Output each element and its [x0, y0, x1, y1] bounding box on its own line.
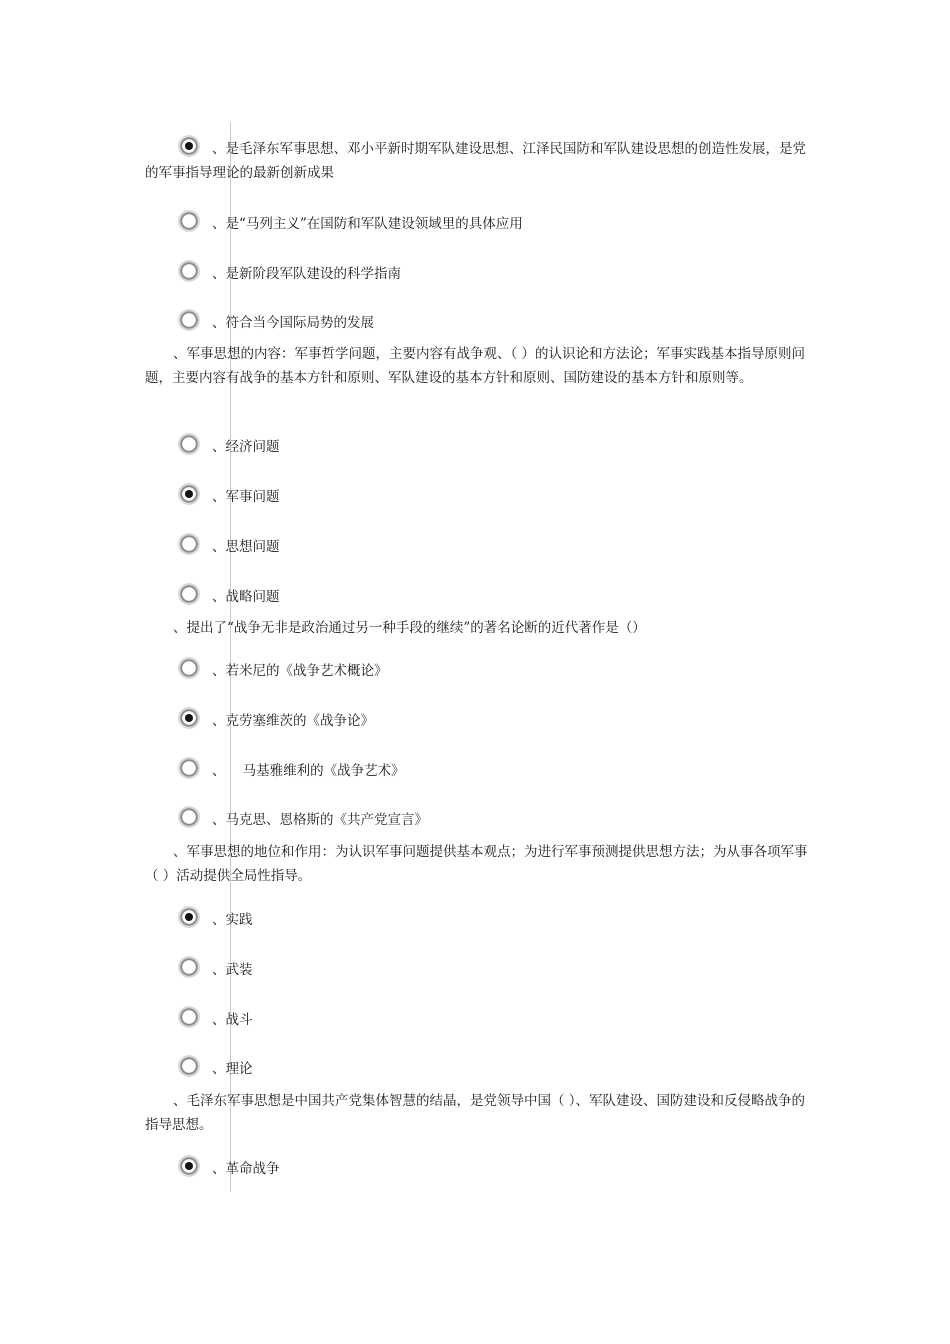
- q1-option-4-label: 、符合当今国际局势的发展: [212, 315, 374, 331]
- q4-option-4-label: 、理论: [212, 1061, 253, 1077]
- q3-option-1-label: 、若米尼的《战争艺术概论》: [212, 663, 388, 679]
- radio-q2-option-2[interactable]: [178, 483, 200, 505]
- radio-q2-option-1[interactable]: [178, 433, 200, 455]
- q2-option-3-label: 、思想问题: [212, 539, 280, 555]
- q1-option-1-label: 、是毛泽东军事思想、邓小平新时期军队建设思想、江泽民国防和军队建设思想的创造性发展，是党的军事指导理论的最新创新成果: [145, 141, 806, 181]
- q4-option-2-label: 、武装: [212, 962, 253, 978]
- q4-option-3-label: 、战斗: [212, 1012, 253, 1028]
- radio-q4-option-1[interactable]: [178, 906, 200, 928]
- radio-q1-option-4[interactable]: [178, 309, 200, 331]
- radio-q3-option-1[interactable]: [178, 657, 200, 679]
- q2-stem: 、军事思想的内容：军事哲学问题，主要内容有战争观、（ ）的认识论和方法论；军事实践基本指导原则问题，主要内容有战争的基本方针和原则、军队建设的基本方针和原则、国防建设的基本方针和原则等。: [145, 346, 806, 386]
- radio-q2-option-3[interactable]: [178, 533, 200, 555]
- q5-option-1-label: 、革命战争: [212, 1161, 280, 1177]
- radio-q3-option-3[interactable]: [178, 757, 200, 779]
- q2-option-4-label: 、战略问题: [212, 589, 280, 605]
- radio-q5-option-1[interactable]: [178, 1155, 200, 1177]
- radio-q1-option-2[interactable]: [178, 210, 200, 232]
- radio-q3-option-2[interactable]: [178, 707, 200, 729]
- q3-option-3-label: 、 马基雅维利的《战争艺术》: [212, 763, 405, 779]
- radio-q4-option-4[interactable]: [178, 1055, 200, 1077]
- q4-option-1-label: 、实践: [212, 912, 253, 928]
- q4-stem: 、军事思想的地位和作用：为认识军事问题提供基本观点；为进行军事预测提供思想方法；为从事各项军事（ ）活动提供全局性指导。: [145, 844, 808, 884]
- radio-q3-option-4[interactable]: [178, 806, 200, 828]
- q1-option-2-label: 、是“马列主义”在国防和军队建设领域里的具体应用: [212, 216, 523, 232]
- q3-stem: 、提出了“战争无非是政治通过另一种手段的继续”的著名论断的近代著作是（）: [173, 620, 646, 636]
- q3-option-4-label: 、马克思、恩格斯的《共产党宣言》: [212, 812, 428, 828]
- radio-q1-option-3[interactable]: [178, 260, 200, 282]
- radio-q2-option-4[interactable]: [178, 583, 200, 605]
- radio-q4-option-2[interactable]: [178, 956, 200, 978]
- q5-stem: 、毛泽东军事思想是中国共产党集体智慧的结晶，是党领导中国（ ）、军队建设、国防建设和反侵略战争的指导思想。: [145, 1093, 806, 1133]
- q2-option-1-label: 、经济问题: [212, 439, 280, 455]
- q2-option-2-label: 、军事问题: [212, 489, 280, 505]
- q1-option-3-label: 、是新阶段军队建设的科学指南: [212, 266, 401, 282]
- radio-q4-option-3[interactable]: [178, 1006, 200, 1028]
- q3-option-2-label: 、克劳塞维茨的《战争论》: [212, 713, 374, 729]
